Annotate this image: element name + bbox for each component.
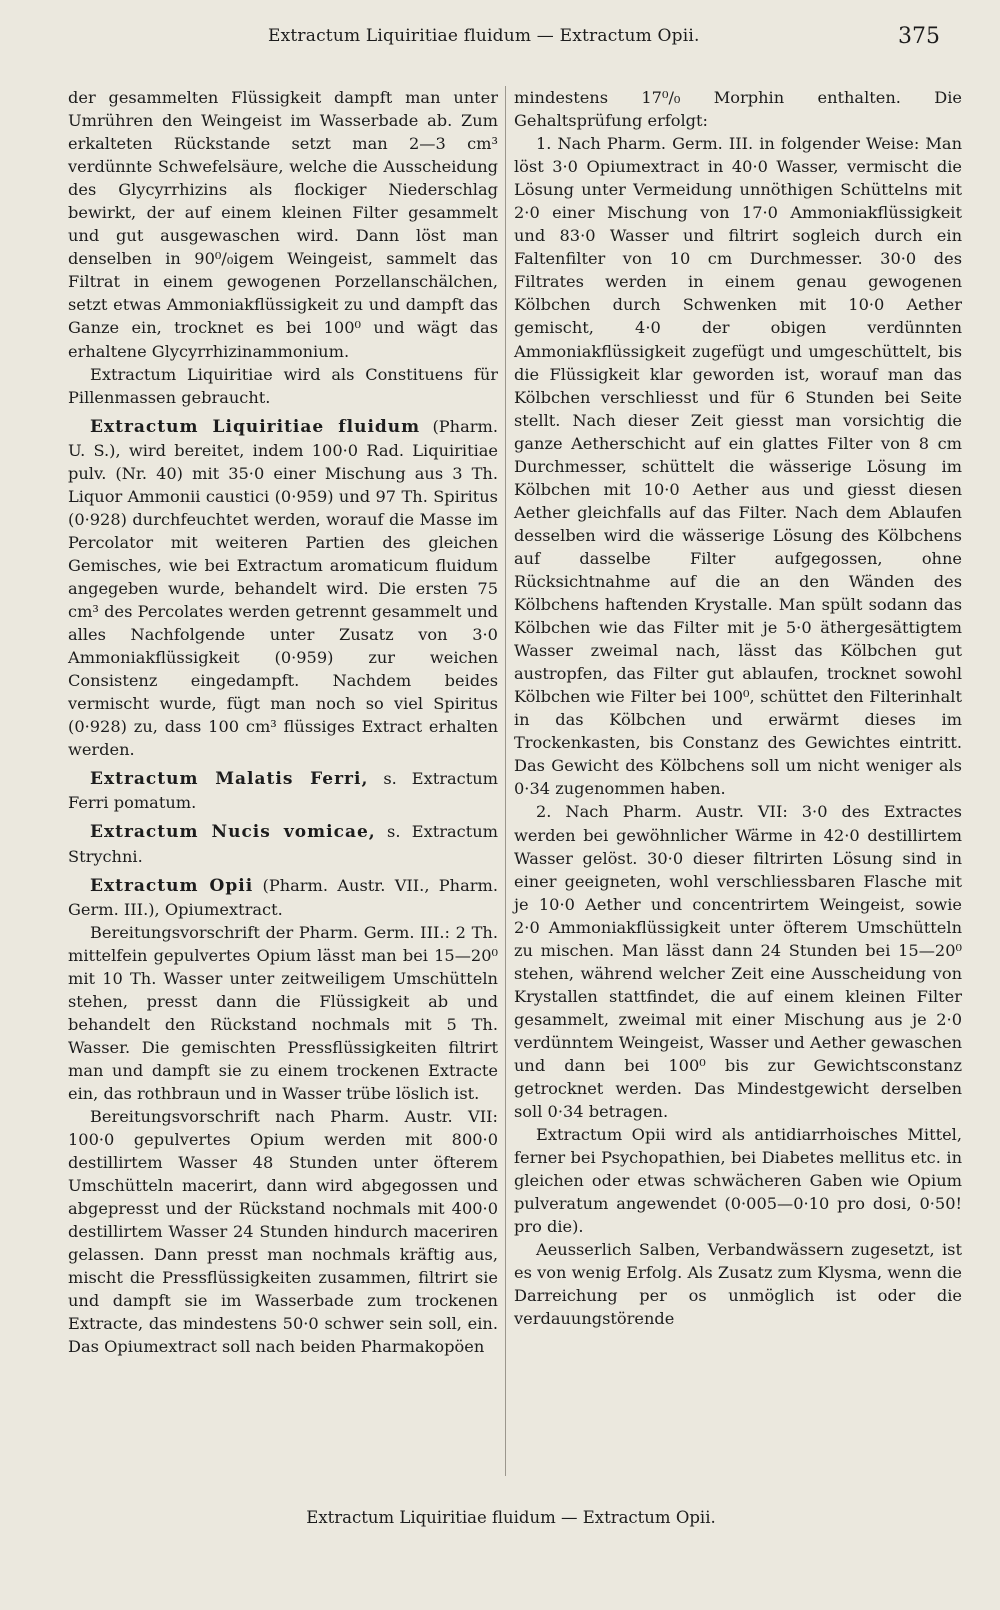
dictionary-entry — [68, 874, 498, 921]
entry-heading: Extractum Opii — [90, 875, 254, 896]
dictionary-entry — [68, 767, 498, 814]
entry-heading: Extractum Malatis Ferri, — [90, 769, 369, 790]
paragraph: 2. Nach Pharm. Austr. VII: 3·0 des Extractes werden bei gewöhnlicher Wärme in 42·0 destillirtem Wasser gelöst. 30·0 dieser filtrirten Lösung sind in einer geeigneten, wohl verschliessbaren Flasche mit je 10·0 Aether und concentrirtem Weingeist, sowie 2·0 Ammoniakflüssigkeit unter öfterem Umschütteln zu mischen. Man lässt dann 24 Stunden bei 15—20⁰ stehen, während welcher Zeit eine Ausscheidung von Krystallen stattfindet, die auf einem kleinen Filter gesammelt, zweimal mit einer Mischung aus je 2·0 verdünntem Weingeist, Wasser und Aether gewaschen und dann bei 100⁰ bis zur Gewichtsconstanz getrocknet werden. Das Mindestgewicht derselben soll 0·34 betragen. — [514, 802, 962, 1122]
paragraph: Bereitungsvorschrift der Pharm. Germ. III.: 2 Th. mittelfein gepulvertes Opium lässt man bei 15—20⁰ mit 10 Th. Wasser unter zeitweiligem Umschütteln stehen, presst dann die Flüssigkeit ab und behandelt den Rückstand nochmals mit 5 Th. Wasser. Die gemischten Pressflüssigkeiten filtrirt man und dampft sie zu einem trockenen Extracte ein, das rothbraun und in Wasser trübe löslich ist. — [68, 922, 498, 1103]
paragraph: Bereitungsvorschrift nach Pharm. Austr. VII: 100·0 gepulvertes Opium werden mit 800·0 destillirtem Wasser 48 Stunden unter öfterem Umschütteln macerirt, dann wird abgegossen und abgepresst und der Rückstand nochmals mit 400·0 destillirtem Wasser 24 Stunden hindurch maceriren gelassen. Dann presst man nochmals kräftig aus, mischt die Pressflüssigkeiten zusammen, filtrirt sie und dampft sie im Wasserbade zum trockenen Extracte, das mindestens 50·0 schwer sein soll, ein. Das Opiumextract soll nach beiden Pharmakopöen — [68, 1107, 498, 1357]
entry-text: (Pharm. U. S.), wird bereitet, indem 100·0 Rad. Liquiritiae pulv. (Nr. 40) mit 35·0 einer Mischung aus 3 Th. Liquor Ammonii caustici (0·959) und 97 Th. Spiritus (0·928) durchfeuchtet werden, worauf die Masse im Percolator mit weiteren Partien des gleichen Gemisches, wie bei Extractum aromaticum fluidum angegeben wurde, behandelt wird. Die ersten 75 cm³ des Percolates werden getrennt gesammelt und alles Nachfolgende unter Zusatz von 3·0 Ammoniakflüssigkeit (0·959) zur weichen Consistenz eingedampft. Nachdem beides vermischt wurde, fügt man noch so viel Spiritus (0·928) zu, dass 100 cm³ flüssiges Extract erhalten werden. — [68, 416, 498, 760]
entry-heading: Extractum Liquiritiae fluidum — [90, 416, 421, 437]
entry-text: s. Extractum Ferri pomatum. — [68, 769, 498, 813]
entry-heading: Extractum Nucis vomicae, — [90, 822, 376, 843]
paragraph: Extractum Opii wird als antidiarrhoisches Mittel, ferner bei Psychopathien, bei Diabetes mellitus etc. in gleichen oder etwas schwächeren Gaben wie Opium pulveratum angewendet (0·005—0·10 pro dosi, 0·50! pro die). — [514, 1125, 962, 1237]
entry-text: s. Extractum Strychni. — [68, 822, 498, 866]
page-number: 375 — [898, 24, 940, 49]
left-column — [68, 86, 498, 1359]
running-head — [0, 26, 1000, 56]
running-title: Extractum Liquiritiae fluidum — Extractum Opii. — [268, 26, 700, 46]
column-divider — [505, 86, 506, 1476]
paragraph: mindestens 17⁰/₀ Morphin enthalten. Die Gehaltsprüfung erfolgt: — [514, 88, 962, 131]
entry-text: (Pharm. Austr. VII., Pharm. Germ. III.), Opiumextract. — [68, 875, 498, 919]
paragraph: Aeusserlich Salben, Verbandwässern zugesetzt, ist es von wenig Erfolg. Als Zusatz zum Klysma, wenn die Darreichung per os unmöglich ist oder die verdauungstörende — [514, 1240, 962, 1329]
paragraph: Extractum Liquiritiae wird als Constituens für Pillenmassen gebraucht. — [68, 364, 498, 407]
right-column — [514, 86, 962, 1331]
dictionary-entry — [68, 415, 498, 762]
page-footer: Extractum Liquiritiae fluidum — Extractum Opii. — [306, 1508, 716, 1527]
paragraph: 1. Nach Pharm. Germ. III. in folgender Weise: Man löst 3·0 Opiumextract in 40·0 Wasser, vermischt die Lösung unter Vermeidung unnöthigen Schüttelns mit 2·0 einer Mischung von 17·0 Ammoniakflüssigkeit und 83·0 Wasser und filtrirt sogleich durch ein Faltenfilter von 10 cm Durchmesser. 30·0 des Filtrates werden in einem genau gewogenen Kölbchen durch Schwenken mit 10·0 Aether gemischt, 4·0 der obigen verdünnten Ammoniakflüssigkeit zugefügt und umgeschüttelt, bis die Flüssigkeit klar geworden ist, worauf man das Kölbchen verschliesst und für 6 Stunden bei Seite stellt. Nach dieser Zeit giesst man vorsichtig die ganze Aetherschicht auf ein glattes Filter von 8 cm Durchmesser, schüttelt die wässerige Lösung im Kölbchen mit 10·0 Aether aus und giesst diesen Aether gleichfalls auf das Filter. Nach dem Ablaufen desselben wird die wässerige Lösung des Kölbchens auf dasselbe Filter aufgegossen, ohne Rücksichtnahme auf die an den Wänden des Kölbchens haftenden Krystalle. Man spült sodann das Kölbchen wie das Filter mit je 5·0 äthergesättigtem Wasser zweimal nach, lässt das Kölbchen gut austropfen, das Filter gut ablaufen, trocknet sowohl Kölbchen wie Filter bei 100⁰, schüttet den Filterinhalt in das Kölbchen und erwärmt dieses im Trockenkasten, bis Constanz des Gewichtes eintritt. Das Gewicht des Kölbchens soll um nicht weniger als 0·34 zugenommen haben. — [514, 134, 962, 799]
dictionary-entry — [68, 820, 498, 867]
paragraph: der gesammelten Flüssigkeit dampft man unter Umrühren den Weingeist im Wasserbade ab. Zum erkalteten Rückstande setzt man 2—3 cm³ verdünnte Schwefelsäure, welche die Ausscheidung des Glycyrrhizins als flockiger Niederschlag bewirkt, der auf einem kleinen Filter gesammelt und gut ausgewaschen wird. Dann löst man denselben in 90⁰/₀igem Weingeist, sammelt das Filtrat in einem gewogenen Porzellanschälchen, setzt etwas Ammoniakflüssigkeit zu und dampft das Ganze ein, trocknet es bei 100⁰ und wägt das erhaltene Glycyrrhizinammonium. — [68, 88, 498, 361]
